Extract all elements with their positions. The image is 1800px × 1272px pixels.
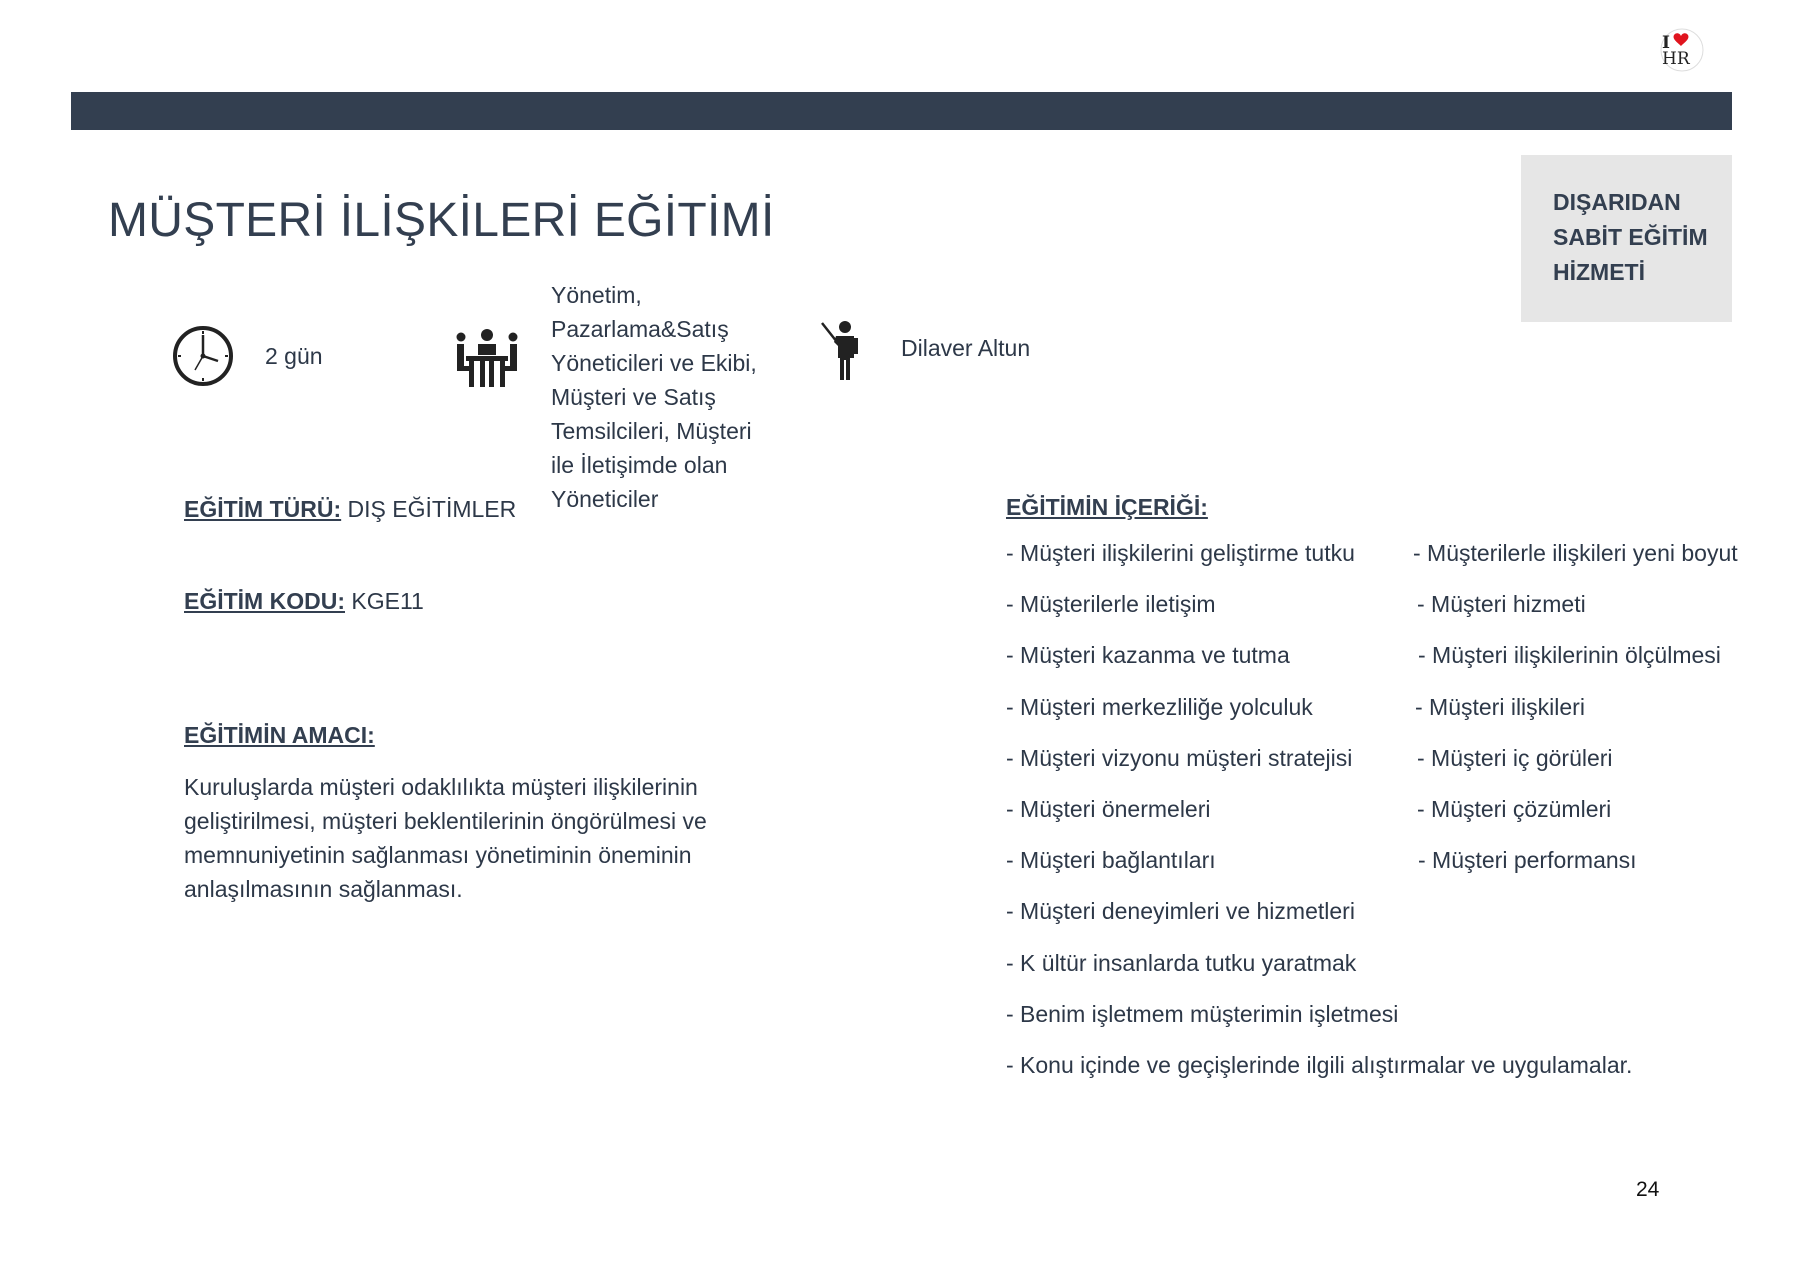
presenter-icon [820,320,864,382]
content-item: - Müşteri önermeleri [1006,796,1211,822]
content-item: - Müşteri performansı [1418,847,1637,874]
service-type-badge [1521,155,1732,322]
content-item: - Müşteri hizmeti [1417,591,1586,618]
training-type-value: DIŞ EĞİTİMLER [347,496,517,522]
training-code [184,588,424,615]
content-item: - Müşteri ilişkilerini geliştirme tutku [1006,540,1355,566]
training-code-value: KGE11 [351,588,424,614]
page-title: MÜŞTERİ İLİŞKİLERİ EĞİTİMİ [108,194,775,247]
logo-line2: HR [1662,49,1690,69]
training-type-label: EĞİTİM TÜRÜ: [184,496,342,522]
content-item: - Benim işletmem müşterimin işletmesi [1006,1000,1399,1027]
content-item: - Müşteri bağlantıları [1006,847,1216,874]
training-type [184,496,516,523]
trainer-name: Dilaver Altun [901,335,1031,361]
content-item: - Müşteri vizyonu müşteri stratejisi [1006,744,1353,771]
content-item: - Müşteri deneyimleri ve hizmetleri [1006,898,1355,925]
content-item: - Konu içinde ve geçişlerinde ilgili alıştırmalar ve uygulamalar. [1006,1052,1633,1078]
content-item: - Müşteri ilişkilerinin ölçülmesi [1418,642,1721,669]
badge-text: DIŞARIDAN SABİT EĞİTİM HİZMETİ [1553,189,1708,285]
clock-icon [172,325,234,387]
purpose-text: Kuruluşlarda müşteri odaklılıkta müşteri ilişkilerinin geliştirilmesi, müşteri beklentilerinin öngörülmesi ve memnuniyetinin sağlanması yönetiminin öneminin anlaşılmasının sağlanması. [184,774,707,902]
contents-heading: EĞİTİMİN İÇERİĞİ: [1006,494,1208,520]
logo-line1: I [1662,33,1670,53]
header-band [71,92,1732,130]
meeting-table-icon [455,328,519,388]
content-item: - Müşterilerle ilişkileri yeni boyut [1413,540,1738,566]
i-love-hr-logo-icon [1652,26,1706,72]
content-item: - Müşterilerle iletişim [1006,591,1216,618]
content-item: - Müşteri kazanma ve tutma [1006,642,1290,669]
duration-text: 2 gün [265,343,323,369]
content-item: - Müşteri iç görüleri [1417,744,1613,771]
page-number: 24 [1636,1178,1660,1201]
logo [1652,26,1706,72]
training-code-label: EĞİTİM KODU: [184,588,345,614]
purpose-heading: EĞİTİMİN AMACI: [184,722,375,748]
content-item: - Müşteri çözümleri [1417,796,1612,822]
content-item: - Müşteri ilişkileri [1415,693,1585,720]
content-item: - K ültür insanlarda tutku yaratmak [1006,949,1357,976]
content-item: - Müşteri merkezliliğe yolculuk [1006,693,1313,720]
audience-text: Yönetim, Pazarlama&Satış Yöneticileri ve Ekibi, Müşteri ve Satış Temsilcileri, Müşteri ile İletişimde olan Yöneticiler [551,282,757,512]
